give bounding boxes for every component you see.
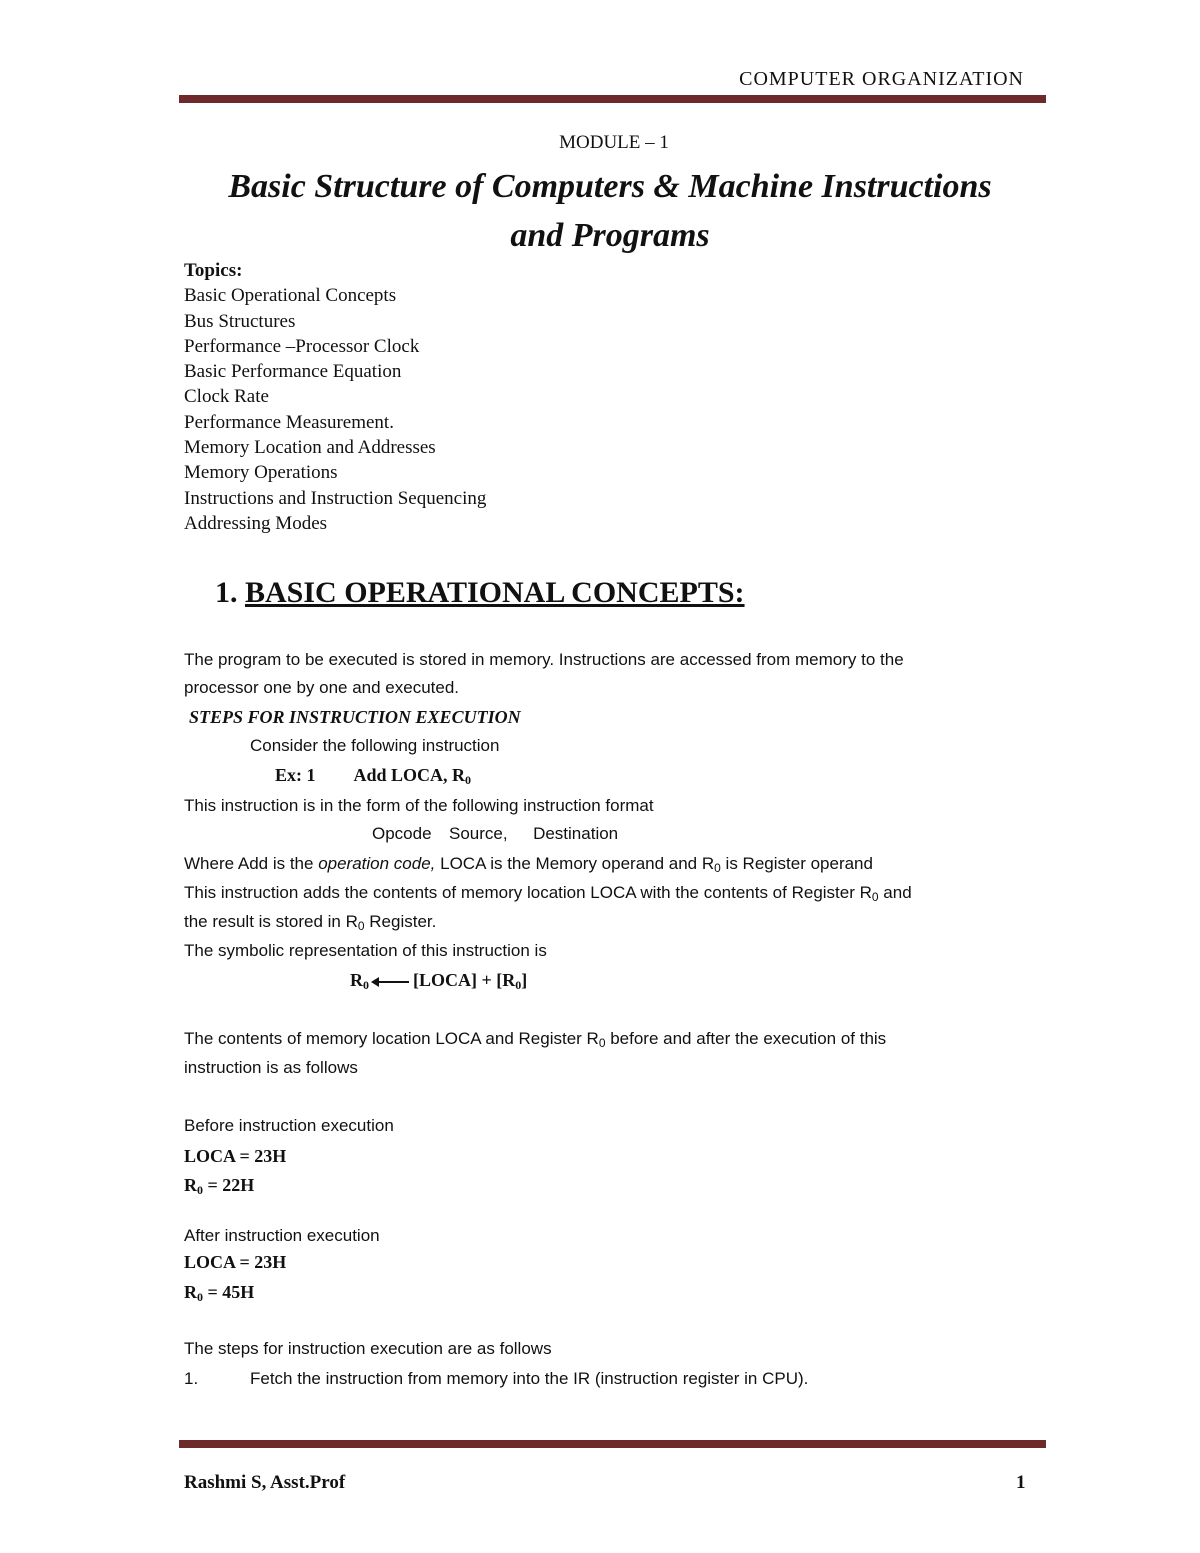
symbolic-intro: The symbolic representation of this instruction is [184, 941, 547, 960]
text-run: Register. [364, 912, 437, 931]
example-instruction: Add LOCA, R [353, 765, 466, 785]
section-heading [215, 576, 745, 610]
topics-heading: Topics: [184, 260, 243, 281]
format-destination: Destination [533, 824, 619, 843]
text-run: The contents of memory location LOCA and Register R [184, 1029, 599, 1048]
subscript: 0 [598, 1036, 606, 1050]
page-title [150, 162, 1070, 260]
header-rule [179, 95, 1046, 103]
contents-line [184, 1029, 886, 1050]
page-header-title: COMPUTER ORGANIZATION [739, 68, 1024, 90]
text-run: R [184, 1282, 197, 1302]
result-line [184, 912, 436, 933]
steps-intro: The steps for instruction execution are as follows [184, 1339, 552, 1358]
text-run: = 45H [203, 1282, 255, 1302]
title-line-1: Basic Structure of Computers & Machine Instructions [228, 168, 992, 205]
where-line [184, 854, 873, 875]
text-run: R [184, 1175, 197, 1195]
subscript: 0 [871, 890, 879, 904]
topic-item: Basic Operational Concepts [184, 285, 397, 307]
topics-list [184, 258, 486, 536]
symbolic-expression [350, 970, 527, 993]
before-loca: LOCA = 23H [184, 1146, 287, 1166]
text-run: This instruction adds the contents of memory location LOCA with the contents of Register R [184, 883, 872, 902]
topic-item: Addressing Modes [184, 512, 328, 534]
format-source: Source, [449, 824, 508, 843]
topic-item: Clock Rate [184, 386, 269, 408]
after-label: After instruction execution [184, 1226, 380, 1245]
step-number: 1. [184, 1369, 199, 1388]
steps-heading: STEPS FOR INSTRUCTION EXECUTION [189, 707, 521, 727]
text-run: is Register operand [720, 854, 873, 873]
example-line [275, 765, 471, 788]
step-text: Fetch the instruction from memory into the IR (instruction register in CPU). [250, 1369, 809, 1388]
paragraph-line: processor one by one and executed. [184, 678, 460, 697]
subscript: 0 [357, 919, 365, 933]
after-loca: LOCA = 23H [184, 1252, 287, 1272]
section-number: 1. [215, 576, 238, 609]
text-run: the result is stored in R [184, 912, 358, 931]
topic-item: Performance –Processor Clock [184, 335, 420, 357]
left-arrow-icon [373, 981, 409, 983]
before-register [184, 1175, 254, 1198]
format-opcode: Opcode [372, 824, 432, 843]
consider-line: Consider the following instruction [250, 736, 500, 755]
subscript: 0 [363, 978, 369, 992]
text-run: R [350, 970, 363, 990]
text-run: [LOCA] + [R [413, 970, 516, 990]
subscript: 0 [197, 1290, 203, 1304]
paragraph-line: The program to be executed is stored in memory. Instructions are accessed from memory to the [184, 650, 904, 669]
topic-item: Memory Operations [184, 462, 338, 484]
after-register [184, 1282, 254, 1305]
format-line [372, 824, 618, 844]
example-label: Ex: 1 [275, 765, 316, 785]
text-run: and [878, 883, 912, 902]
topic-item: Performance Measurement. [184, 411, 394, 433]
text-run: Where Add is the [184, 854, 319, 873]
subscript: 0 [197, 1183, 203, 1197]
text-run-italic: operation code, [318, 854, 436, 873]
text-run: ] [521, 970, 528, 990]
contents-line-2: instruction is as follows [184, 1058, 358, 1077]
text-run: LOCA is the Memory operand and R [435, 854, 715, 873]
section-title: BASIC OPERATIONAL CONCEPTS: [245, 576, 745, 609]
subscript: 0 [465, 773, 472, 787]
text-run: before and after the execution of this [605, 1029, 887, 1048]
text-run: = 22H [203, 1175, 255, 1195]
title-line-2: and Programs [510, 217, 710, 254]
footer-author: Rashmi S, Asst.Prof [184, 1472, 346, 1493]
adds-line [184, 883, 912, 904]
page-number: 1 [1016, 1472, 1026, 1493]
topic-item: Basic Performance Equation [184, 361, 402, 383]
footer-rule [179, 1440, 1046, 1448]
topic-item: Bus Structures [184, 310, 296, 332]
format-intro: This instruction is in the form of the following instruction format [184, 796, 654, 815]
subscript: 0 [714, 861, 721, 875]
topic-item: Memory Location and Addresses [184, 437, 436, 459]
topic-item: Instructions and Instruction Sequencing [184, 487, 487, 509]
subscript: 0 [515, 978, 522, 992]
before-label: Before instruction execution [184, 1116, 394, 1135]
module-label: MODULE – 1 [559, 132, 669, 153]
